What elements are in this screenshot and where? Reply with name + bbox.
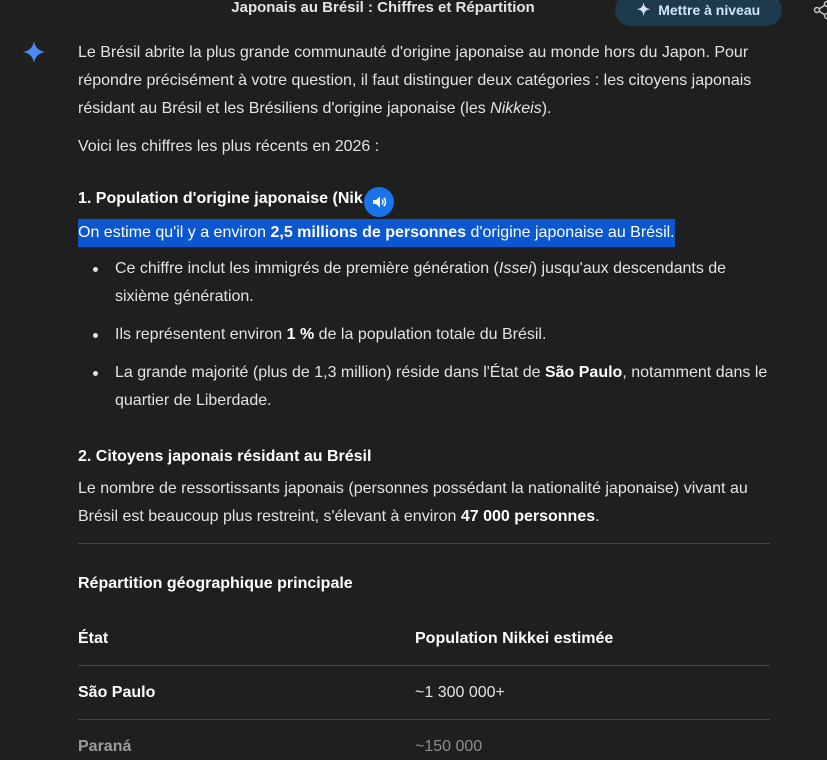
population-cell: ~150 000 [415,737,483,755]
bullet-bold: São Paulo [544,364,623,381]
bullet-text-end: de la population totale du Brésil. [314,326,547,343]
intro-text-end: ). [541,100,552,117]
table-row [78,666,770,720]
section1-heading [78,185,770,213]
bullet-text: Ils représentent environ [115,326,287,343]
intro-text: Le Brésil abrite la plus grande communauté d'origine japonaise au monde hors du Japon. Pour répondre précisément à votre question, il faut distinguer deux catégories : les citoyens japonais résidant au Brésil et les Brésiliens d'origine japonaise (les [78,44,752,117]
section2-text: Le nombre de ressortissants japonais (personnes possédant la nationalité japonaise) vivant au Brésil est beaucoup plus restreint, s'élevant à environ [78,480,748,525]
selected-text-b: d'origine japonaise au Brésil. [466,224,675,241]
selected-text-bold: 2,5 millions de personnes [270,224,467,241]
response-content [78,40,770,760]
table-row [78,720,770,760]
highlighted-line [78,219,770,247]
section2-text-end: . [595,508,600,525]
bullet-text-end: ) jusqu'aux descendants de sixième génération. [115,260,727,305]
read-aloud-button[interactable] [364,187,394,217]
column-header-state: État [78,629,109,647]
share-icon[interactable] [812,0,827,20]
selected-text[interactable] [78,219,675,247]
list-item [78,321,770,349]
section1-bullets [78,255,770,415]
divider [78,543,770,544]
gemini-spark-icon [22,40,46,64]
section3-heading: Répartition géographique principale [78,575,353,592]
distribution-table [78,612,770,760]
table-header-row [78,612,770,666]
issei-term: Issei [498,260,532,277]
nikkeis-term: Nikkeis [490,100,542,117]
conversation-title: Japonais au Brésil : Chiffres et Répartition [231,0,535,16]
intro-paragraph [78,39,770,123]
section2-paragraph [78,475,770,531]
population-cell: ~1 300 000+ [415,683,505,701]
section2-bold: 47 000 personnes [460,508,596,525]
list-item [78,359,770,415]
intro-subline: Voici les chiffres les plus récents en 2026 : [78,138,380,155]
bullet-text: Ce chiffre inclut les immigrés de première génération ( [115,260,499,277]
bullet-text-end: , notamment dans le quartier de Liberdade. [115,364,768,409]
speaker-icon [371,194,387,210]
section2-heading: 2. Citoyens japonais résidant au Brésil [78,448,372,465]
bullet-bold: 1 % [286,326,315,343]
column-header-population: Population Nikkei estimée [415,629,614,647]
state-cell: Paraná [78,737,132,755]
sparkle-icon: ✦ [636,2,651,19]
upgrade-label: Mettre à niveau [658,2,761,18]
section1-heading-text: 1. Population d'origine japonaise (Nik [78,190,363,207]
list-item [78,255,770,311]
state-cell: São Paulo [78,683,156,701]
upgrade-button[interactable] [615,0,782,26]
bullet-text: La grande majorité (plus de 1,3 million) réside dans l'État de [115,364,545,381]
selected-text-a: On estime qu'il y a environ [78,224,271,241]
